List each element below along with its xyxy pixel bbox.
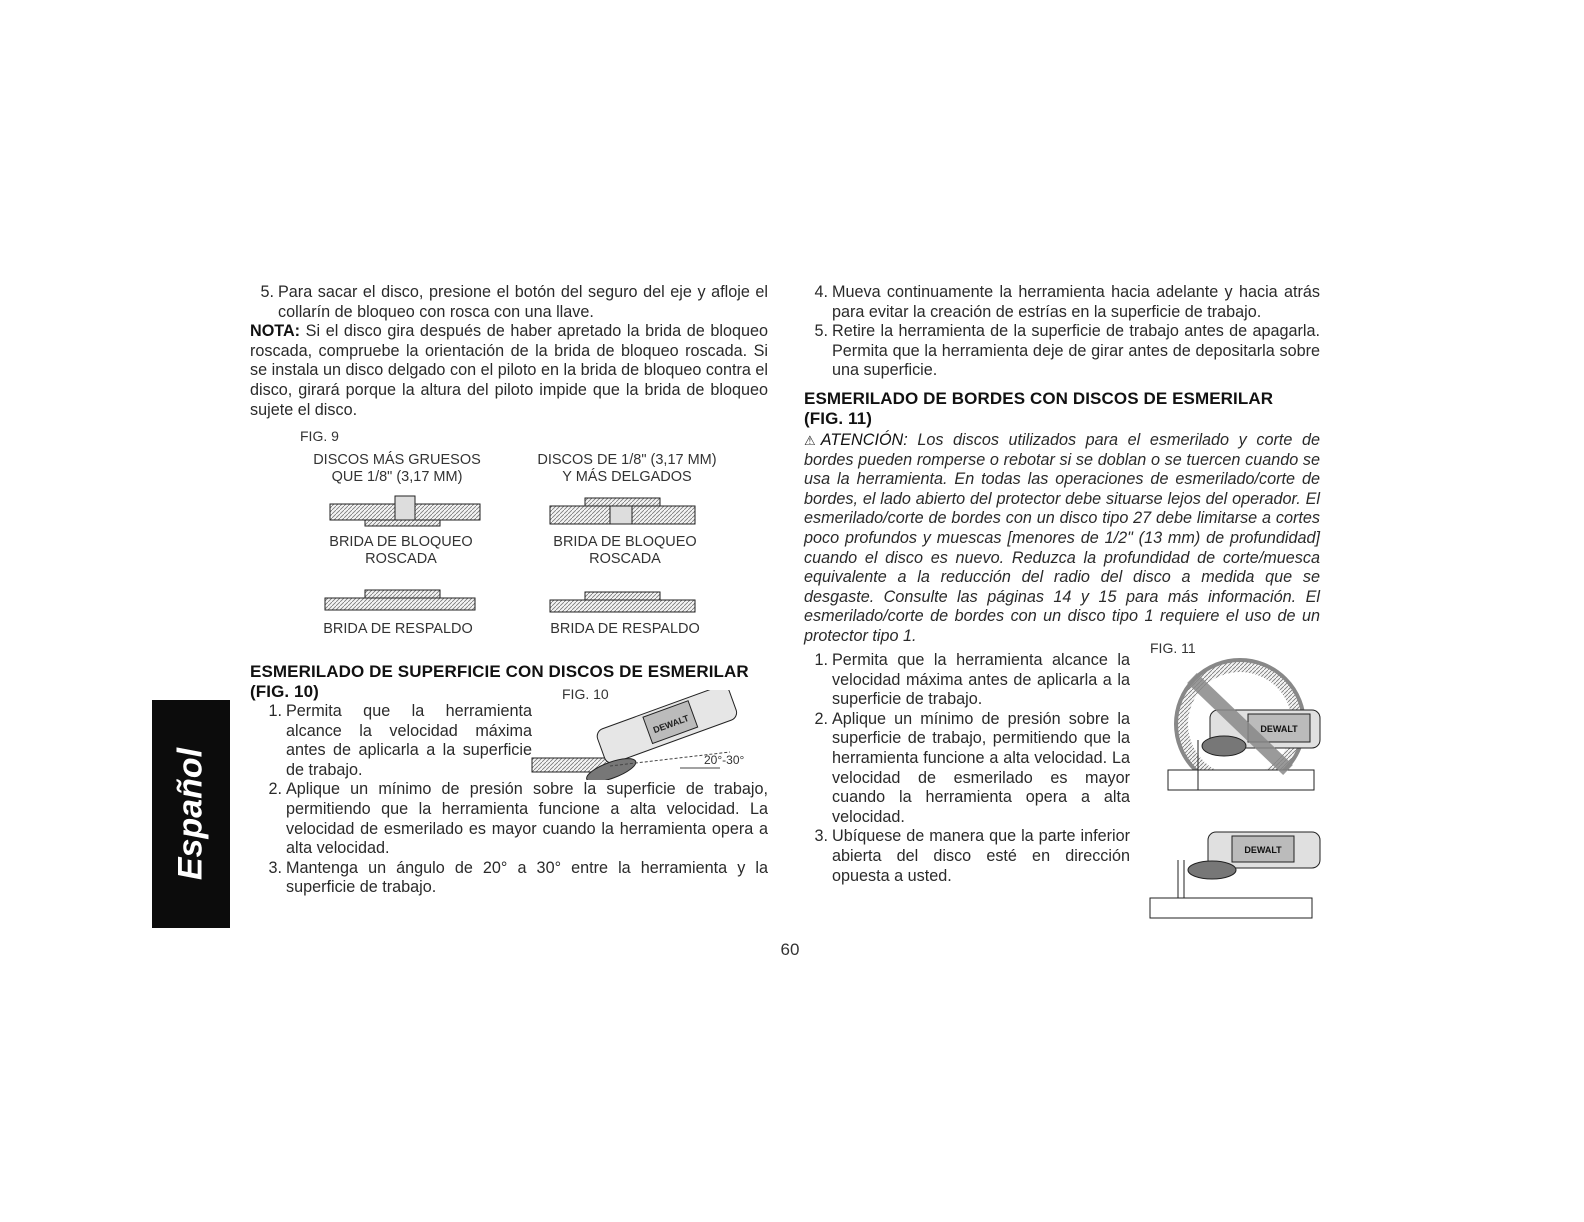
note-label: NOTA: [250,322,301,341]
fig9-col1-heading: DISCOS MÁS GRUESOS QUE 1/8" (3,17 MM) [313,452,481,485]
svg-text:DEWALT: DEWALT [651,712,691,736]
svg-text:DEWALT: DEWALT [1244,845,1282,855]
list-item: 5. Retire la herramienta de la superficie de trabajo antes de apagarla. Permita que la herramienta deje de girar antes de depositarla sobre una superficie. [814,322,1320,380]
list-item: 5. Para sacar el disco, presione el botón del seguro del eje y afloje el collarín de bloqueo con rosca con una llave. [260,283,768,321]
fig10-angle-label: 20°-30° [704,753,745,767]
list-item: 2. Aplique un mínimo de presión sobre la superficie de trabajo, permitiendo que la herramienta funcione a alta velocidad. La velocidad de esmerilado es mayor cuando la herramienta opera a alta velocidad. [814,709,1130,826]
section-title-edge: ESMERILADO DE BORDES CON DISCOS DE ESMERILAR (FIG. 11) [804,389,1274,428]
lock-flange-label-2: BRIDA DE BLOQUEO ROSCADA [553,534,697,567]
list-item: 2. Aplique un mínimo de presión sobre la superficie de trabajo, permitiendo que la herramienta funcione a alta velocidad. La velocidad de esmerilado es mayor cuando la herramienta opera a alta velocidad. [268,780,768,858]
note-paragraph [250,322,768,420]
section-title-surface: ESMERILADO DE SUPERFICIE CON DISCOS DE ESMERILAR (FIG. 10) [250,662,749,701]
list-item: 1. Permita que la herramienta alcance la velocidad máxima antes de aplicarla a la superficie de trabajo. [814,651,1130,709]
svg-text:DEWALT: DEWALT [1260,724,1298,734]
language-tab-label: Español [171,747,210,881]
warning-icon: ⚠ [804,433,821,448]
right-steps [804,651,1130,886]
left-column-top [250,283,768,420]
list-item: 3. Mantenga un ángulo de 20° a 30° entre la herramienta y la superficie de trabajo. [268,858,768,897]
list-item: 1. Permita que la herramienta alcance la velocidad máxima antes de aplicarla a la superficie de trabajo. [268,702,532,779]
correct-position-drawing [1150,832,1320,918]
warning-paragraph [804,431,1320,647]
backing-flange-right-drawing [550,592,695,612]
note-text: Si el disco gira después de haber apretado la brida de bloqueo roscada, compruebe la orientación de la brida de bloqueo roscada. Si se instala un disco delgado con el piloto en la brida de bloqueo contra el disco, girará porque la altura del piloto impide que la brida de bloqueo sujete el disco. [250,322,768,419]
warning-text: Los discos utilizados para el esmerilado y corte de bordes pueden romperse o rebotar si se doblan o se tuercen cuando se usa la herramienta. En todas las operaciones de esmerilado/corte de bordes, el lado abierto del protector debe situarse lejos del operador. El esmerilado/corte de bordes con un disco tipo 27 debe limitarse a cortes poco profundos y muescas [menores de 1/2" (13 mm) de profundidad] cuando el disco es nuevo. Reduzca la profundidad de corte/muesca equivalente a la reducción del radio del disco a medida que se desgaste. Consulte las páginas 14 y 15 para más información. El esmerilado/corte de bordes con un disco tipo 1 requiere el uso de un protector tipo 1. [804,431,1321,645]
warning-label: ATENCIÓN: [820,431,908,449]
language-tab [152,700,230,928]
list-item: 3. Ubíquese de manera que la parte inferior abierta del disco esté en dirección opuesta a usted. [814,827,1130,885]
fig10-label: FIG. 10 [562,686,609,702]
backing-flange-left-drawing [325,590,475,610]
fig11-label: FIG. 11 [1150,640,1196,656]
fig11-edge-grinding-drawing [1148,654,1324,920]
lock-flange-thin-drawing [550,498,695,524]
fig9-col2-heading: DISCOS DE 1/8" (3,17 MM) Y MÁS DELGADOS [537,452,717,485]
lock-flange-thick-drawing [330,496,480,526]
left-steps [258,702,768,898]
backing-flange-label-1: BRIDA DE RESPALDO [323,621,473,637]
page-number: 60 [780,940,800,959]
right-column-top [804,283,1320,381]
prohibited-position-drawing [1168,660,1320,790]
backing-flange-label-2: BRIDA DE RESPALDO [550,621,700,637]
fig9-label: FIG. 9 [300,428,339,444]
list-item: 4. Mueva continuamente la herramienta hacia adelante y hacia atrás para evitar la creación de estrías en la superficie de trabajo. [814,283,1320,321]
lock-flange-label-1: BRIDA DE BLOQUEO ROSCADA [329,534,473,567]
